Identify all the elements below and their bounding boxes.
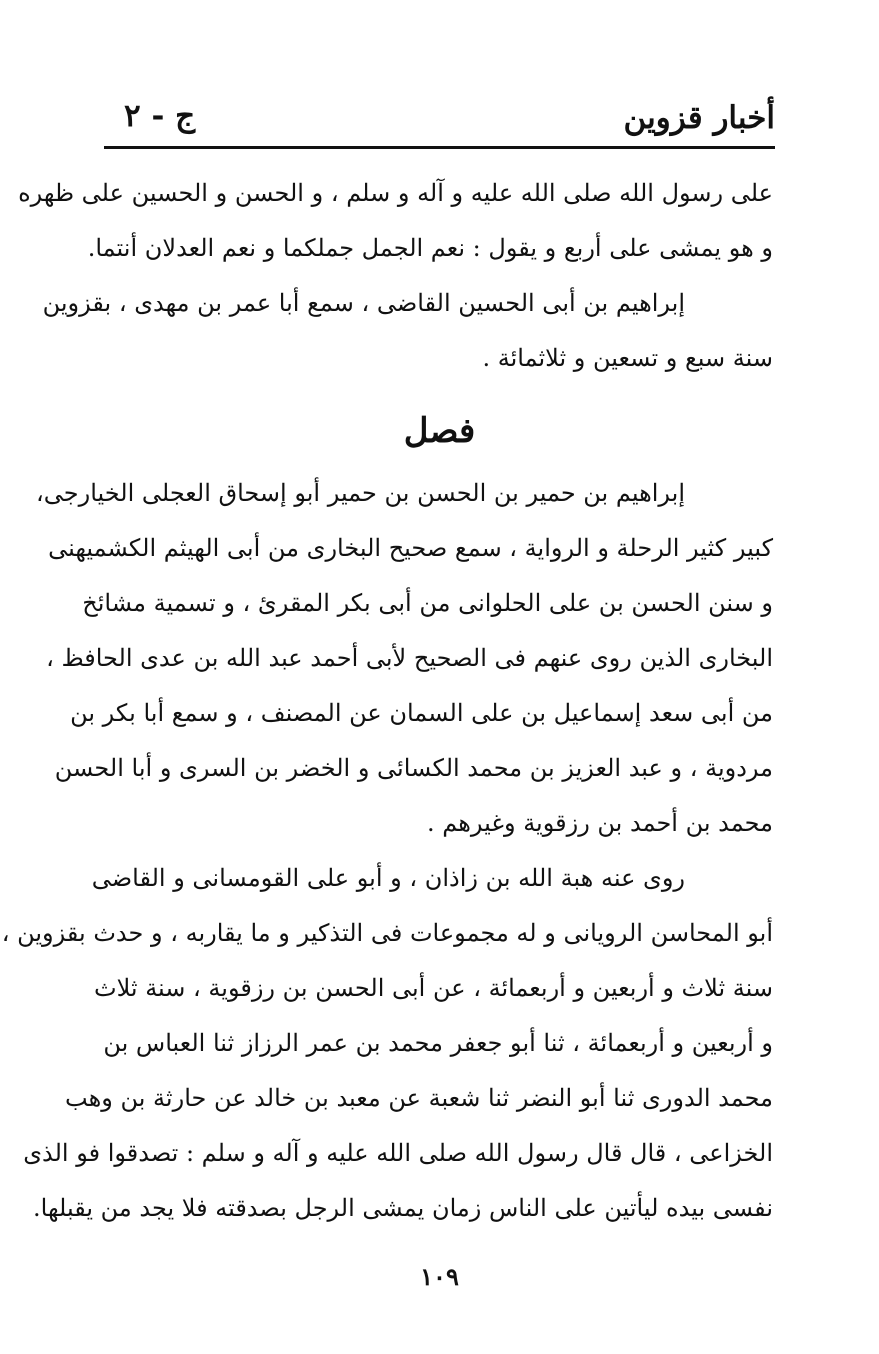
volume-label: ج - ٢ xyxy=(124,98,196,134)
text-line: روى عنه هبة الله بن زاذان ، و أبو على القومسانى و القاضى xyxy=(91,864,685,892)
text-line: و أربعين و أربعمائة ، ثنا أبو جعفر محمد بن عمر الرزاز ثنا العباس بن xyxy=(103,1029,773,1057)
text-line: إبراهيم بن أبى الحسين القاضى ، سمع أبا عمر بن مهدى ، بقزوين xyxy=(42,289,685,317)
text-line: و هو يمشى على أربع و يقول : نعم الجمل جملكما و نعم العدلان أنتما. xyxy=(87,234,773,262)
text-line: سنة سبع و تسعين و ثلاثمائة . xyxy=(482,344,773,372)
book-title: أخبار قزوين xyxy=(623,100,775,136)
text-line: سنة ثلاث و أربعين و أربعمائة ، عن أبى الحسن بن رزقوية ، سنة ثلاث xyxy=(93,974,773,1002)
text-line: و سنن الحسن بن على الحلوانى من أبى بكر المقرئ ، و تسمية مشائخ xyxy=(82,589,773,617)
text-line: كبير كثير الرحلة و الرواية ، سمع صحيح البخارى من أبى الهيثم الكشميهنى xyxy=(48,534,773,562)
text-line: نفسى بيده ليأتين على الناس زمان يمشى الرجل بصدقته فلا يجد من يقبلها. xyxy=(33,1194,773,1222)
running-header xyxy=(104,96,775,148)
text-line: إبراهيم بن حمير بن الحسن بن حمير أبو إسحاق العجلى الخيارجى، xyxy=(36,479,685,507)
text-line: على رسول الله صلى الله عليه و آله و سلم ، و الحسن و الحسين على ظهره xyxy=(18,179,773,207)
text-line: الخزاعى ، قال قال رسول الله صلى الله عليه و آله و سلم : تصدقوا فو الذى xyxy=(23,1139,773,1167)
text-line: مردوية ، و عبد العزيز بن محمد الكسائى و الخضر بن السرى و أبا الحسن xyxy=(54,754,773,782)
section-heading: فصل xyxy=(403,411,476,451)
text-line: من أبى سعد إسماعيل بن على السمان عن المصنف ، و سمع أبا بكر بن xyxy=(70,699,773,727)
text-line: محمد الدورى ثنا أبو النضر ثنا شعبة عن معبد بن خالد عن حارثة بن وهب xyxy=(65,1084,773,1112)
text-line: أبو المحاسن الرويانى و له مجموعات فى التذكير و ما يقاربه ، و حدث بقزوين ، xyxy=(1,919,773,947)
header-divider xyxy=(104,146,775,149)
section-text xyxy=(1,466,773,1236)
intro-text xyxy=(18,166,773,386)
text-line: محمد بن أحمد بن رزقوية وغيرهم . xyxy=(427,809,773,837)
text-line: البخارى الذين روى عنهم فى الصحيح لأبى أحمد عبد الله بن عدى الحافظ ، xyxy=(46,644,773,672)
page-number: ١٠٩ xyxy=(420,1262,459,1291)
